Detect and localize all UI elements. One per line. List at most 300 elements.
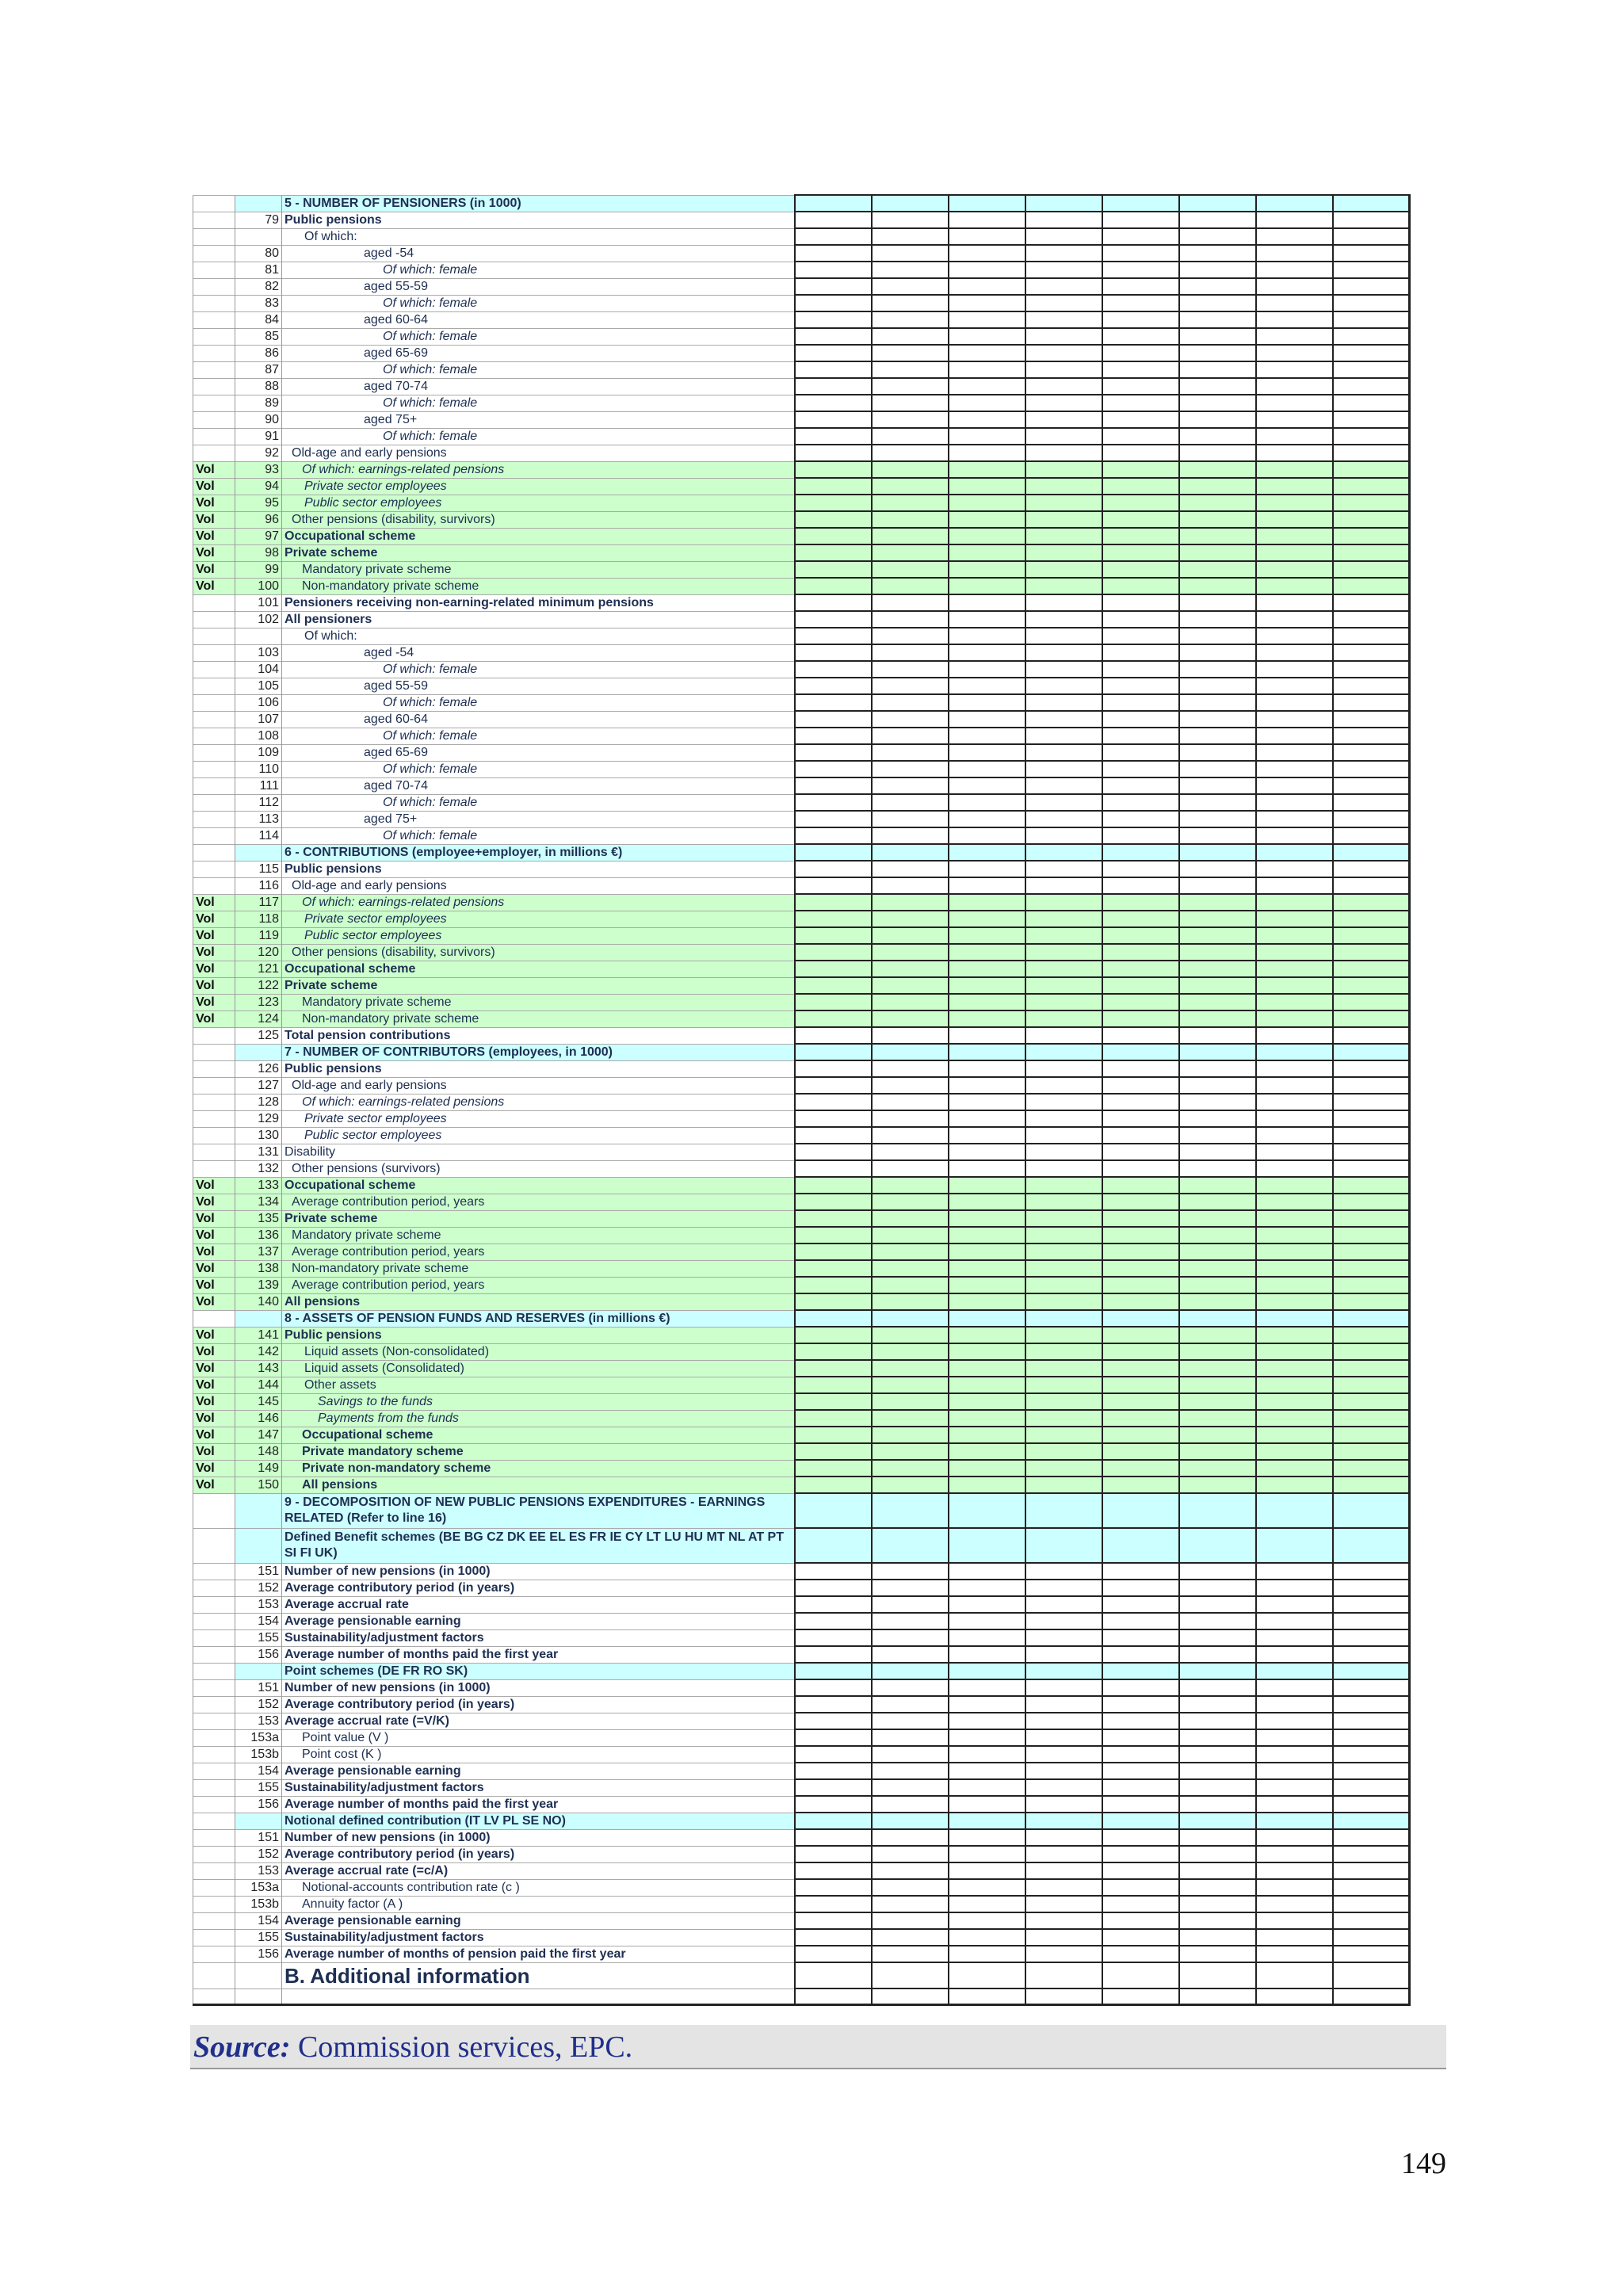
data-cell[interactable]	[872, 1493, 949, 1528]
data-cell[interactable]	[1256, 461, 1333, 478]
data-cell[interactable]	[1025, 445, 1102, 461]
data-cell[interactable]	[1256, 911, 1333, 927]
data-cell[interactable]	[1025, 1260, 1102, 1277]
data-cell[interactable]	[1102, 1443, 1179, 1460]
data-cell[interactable]	[1333, 1912, 1410, 1929]
data-cell[interactable]	[1333, 378, 1410, 395]
data-cell[interactable]	[1102, 611, 1179, 628]
data-cell[interactable]	[949, 561, 1025, 578]
data-cell[interactable]	[795, 927, 872, 944]
data-cell[interactable]	[949, 1946, 1025, 1962]
data-cell[interactable]	[1025, 761, 1102, 777]
data-cell[interactable]	[949, 262, 1025, 278]
data-cell[interactable]	[1102, 1360, 1179, 1377]
data-cell[interactable]	[872, 1293, 949, 1310]
data-cell[interactable]	[1333, 1613, 1410, 1629]
data-cell[interactable]	[1256, 1528, 1333, 1563]
data-cell[interactable]	[1179, 1460, 1256, 1477]
data-cell[interactable]	[795, 262, 872, 278]
data-cell[interactable]	[949, 1343, 1025, 1360]
data-cell[interactable]	[1025, 1663, 1102, 1679]
data-cell[interactable]	[1179, 1044, 1256, 1060]
data-cell[interactable]	[872, 1393, 949, 1410]
data-cell[interactable]	[1333, 1010, 1410, 1027]
data-cell[interactable]	[872, 1094, 949, 1110]
data-cell[interactable]	[795, 977, 872, 994]
data-cell[interactable]	[949, 245, 1025, 262]
data-cell[interactable]	[872, 1629, 949, 1646]
data-cell[interactable]	[1179, 827, 1256, 844]
data-cell[interactable]	[1179, 1613, 1256, 1629]
data-cell[interactable]	[1025, 1679, 1102, 1696]
data-cell[interactable]	[949, 528, 1025, 544]
data-cell[interactable]	[872, 1360, 949, 1377]
data-cell[interactable]	[1179, 678, 1256, 694]
data-cell[interactable]	[795, 1377, 872, 1393]
data-cell[interactable]	[1102, 295, 1179, 311]
data-cell[interactable]	[795, 1696, 872, 1713]
data-cell[interactable]	[1256, 1443, 1333, 1460]
data-cell[interactable]	[1025, 1443, 1102, 1460]
data-cell[interactable]	[795, 561, 872, 578]
data-cell[interactable]	[795, 1896, 872, 1912]
data-cell[interactable]	[1333, 1646, 1410, 1663]
data-cell[interactable]	[872, 1343, 949, 1360]
data-cell[interactable]	[872, 1696, 949, 1713]
data-cell[interactable]	[795, 544, 872, 561]
data-cell[interactable]	[1025, 661, 1102, 678]
data-cell[interactable]	[1256, 861, 1333, 877]
data-cell[interactable]	[1333, 1696, 1410, 1713]
data-cell[interactable]	[949, 411, 1025, 428]
data-cell[interactable]	[1333, 278, 1410, 295]
data-cell[interactable]	[1333, 1713, 1410, 1729]
data-cell[interactable]	[949, 361, 1025, 378]
data-cell[interactable]	[1333, 611, 1410, 628]
data-cell[interactable]	[1256, 195, 1333, 212]
data-cell[interactable]	[872, 1310, 949, 1327]
data-cell[interactable]	[1025, 1293, 1102, 1310]
data-cell[interactable]	[795, 478, 872, 495]
data-cell[interactable]	[1102, 1796, 1179, 1813]
data-cell[interactable]	[1102, 411, 1179, 428]
data-cell[interactable]	[1102, 544, 1179, 561]
data-cell[interactable]	[1102, 1460, 1179, 1477]
data-cell[interactable]	[872, 877, 949, 894]
data-cell[interactable]	[1102, 278, 1179, 295]
data-cell[interactable]	[1256, 1360, 1333, 1377]
data-cell[interactable]	[1102, 711, 1179, 728]
data-cell[interactable]	[1102, 361, 1179, 378]
data-cell[interactable]	[795, 1563, 872, 1580]
data-cell[interactable]	[795, 1293, 872, 1310]
data-cell[interactable]	[872, 694, 949, 711]
data-cell[interactable]	[1256, 1862, 1333, 1879]
data-cell[interactable]	[1025, 678, 1102, 694]
data-cell[interactable]	[1333, 395, 1410, 411]
data-cell[interactable]	[1256, 1580, 1333, 1596]
data-cell[interactable]	[949, 1813, 1025, 1829]
data-cell[interactable]	[1333, 1443, 1410, 1460]
data-cell[interactable]	[1179, 1377, 1256, 1393]
data-cell[interactable]	[1333, 761, 1410, 777]
data-cell[interactable]	[949, 228, 1025, 245]
data-cell[interactable]	[1333, 1829, 1410, 1846]
data-cell[interactable]	[795, 1528, 872, 1563]
data-cell[interactable]	[1179, 1343, 1256, 1360]
data-cell[interactable]	[1179, 1293, 1256, 1310]
data-cell[interactable]	[1102, 345, 1179, 361]
data-cell[interactable]	[1025, 1580, 1102, 1596]
data-cell[interactable]	[1179, 1427, 1256, 1443]
data-cell[interactable]	[1179, 777, 1256, 794]
data-cell[interactable]	[1025, 1813, 1102, 1829]
data-cell[interactable]	[1333, 544, 1410, 561]
data-cell[interactable]	[1025, 295, 1102, 311]
data-cell[interactable]	[949, 1460, 1025, 1477]
data-cell[interactable]	[1256, 278, 1333, 295]
data-cell[interactable]	[1025, 212, 1102, 228]
data-cell[interactable]	[1256, 794, 1333, 811]
data-cell[interactable]	[1025, 1696, 1102, 1713]
data-cell[interactable]	[1333, 961, 1410, 977]
data-cell[interactable]	[1333, 311, 1410, 328]
data-cell[interactable]	[949, 345, 1025, 361]
data-cell[interactable]	[1256, 1027, 1333, 1044]
data-cell[interactable]	[1102, 1746, 1179, 1763]
data-cell[interactable]	[949, 278, 1025, 295]
data-cell[interactable]	[1102, 728, 1179, 744]
data-cell[interactable]	[872, 1813, 949, 1829]
data-cell[interactable]	[949, 1144, 1025, 1160]
data-cell[interactable]	[1333, 1596, 1410, 1613]
data-cell[interactable]	[1256, 1613, 1333, 1629]
data-cell[interactable]	[1256, 1160, 1333, 1177]
data-cell[interactable]	[1256, 1679, 1333, 1696]
data-cell[interactable]	[949, 1629, 1025, 1646]
data-cell[interactable]	[1333, 345, 1410, 361]
data-cell[interactable]	[949, 1360, 1025, 1377]
data-cell[interactable]	[949, 1077, 1025, 1094]
data-cell[interactable]	[1256, 777, 1333, 794]
data-cell[interactable]	[1333, 1796, 1410, 1813]
data-cell[interactable]	[1179, 1813, 1256, 1829]
data-cell[interactable]	[795, 944, 872, 961]
data-cell[interactable]	[1179, 1696, 1256, 1713]
data-cell[interactable]	[1102, 1896, 1179, 1912]
data-cell[interactable]	[1256, 212, 1333, 228]
data-cell[interactable]	[872, 1528, 949, 1563]
data-cell[interactable]	[872, 1563, 949, 1580]
data-cell[interactable]	[949, 1528, 1025, 1563]
data-cell[interactable]	[1333, 628, 1410, 644]
data-cell[interactable]	[795, 1646, 872, 1663]
data-cell[interactable]	[872, 1713, 949, 1729]
data-cell[interactable]	[1256, 1829, 1333, 1846]
data-cell[interactable]	[1025, 1327, 1102, 1343]
data-cell[interactable]	[872, 811, 949, 827]
data-cell[interactable]	[1333, 1729, 1410, 1746]
data-cell[interactable]	[1179, 478, 1256, 495]
data-cell[interactable]	[1179, 1077, 1256, 1094]
data-cell[interactable]	[1102, 1077, 1179, 1094]
data-cell[interactable]	[1179, 1779, 1256, 1796]
data-cell[interactable]	[872, 1477, 949, 1493]
data-cell[interactable]	[872, 361, 949, 378]
data-cell[interactable]	[795, 678, 872, 694]
data-cell[interactable]	[949, 694, 1025, 711]
data-cell[interactable]	[1256, 428, 1333, 445]
data-cell[interactable]	[1102, 1613, 1179, 1629]
data-cell[interactable]	[1256, 1746, 1333, 1763]
data-cell[interactable]	[872, 1044, 949, 1060]
data-cell[interactable]	[1333, 678, 1410, 694]
data-cell[interactable]	[872, 1077, 949, 1094]
data-cell[interactable]	[1102, 1343, 1179, 1360]
data-cell[interactable]	[795, 195, 872, 212]
data-cell[interactable]	[795, 1477, 872, 1493]
data-cell[interactable]	[795, 1929, 872, 1946]
data-cell[interactable]	[1102, 1127, 1179, 1144]
data-cell[interactable]	[1333, 694, 1410, 711]
data-cell[interactable]	[1256, 961, 1333, 977]
data-cell[interactable]	[1025, 311, 1102, 328]
data-cell[interactable]	[1025, 861, 1102, 877]
data-cell[interactable]	[795, 961, 872, 977]
data-cell[interactable]	[1333, 1493, 1410, 1528]
data-cell[interactable]	[1179, 1580, 1256, 1596]
data-cell[interactable]	[795, 1327, 872, 1343]
data-cell[interactable]	[949, 1713, 1025, 1729]
data-cell[interactable]	[949, 1027, 1025, 1044]
data-cell[interactable]	[1333, 1060, 1410, 1077]
data-cell[interactable]	[949, 728, 1025, 744]
data-cell[interactable]	[1333, 1310, 1410, 1327]
data-cell[interactable]	[1256, 628, 1333, 644]
data-cell[interactable]	[795, 495, 872, 511]
data-cell[interactable]	[872, 1896, 949, 1912]
data-cell[interactable]	[1102, 378, 1179, 395]
data-cell[interactable]	[1179, 961, 1256, 977]
data-cell[interactable]	[872, 827, 949, 844]
data-cell[interactable]	[1333, 1410, 1410, 1427]
data-cell[interactable]	[1025, 794, 1102, 811]
data-cell[interactable]	[795, 361, 872, 378]
data-cell[interactable]	[949, 1729, 1025, 1746]
data-cell[interactable]	[872, 495, 949, 511]
data-cell[interactable]	[1333, 1393, 1410, 1410]
data-cell[interactable]	[1333, 644, 1410, 661]
data-cell[interactable]	[1256, 495, 1333, 511]
data-cell[interactable]	[1179, 1912, 1256, 1929]
data-cell[interactable]	[1256, 1646, 1333, 1663]
data-cell[interactable]	[1256, 1260, 1333, 1277]
data-cell[interactable]	[1333, 594, 1410, 611]
data-cell[interactable]	[795, 777, 872, 794]
data-cell[interactable]	[1025, 1360, 1102, 1377]
data-cell[interactable]	[1102, 927, 1179, 944]
data-cell[interactable]	[795, 1077, 872, 1094]
data-cell[interactable]	[1179, 877, 1256, 894]
data-cell[interactable]	[1256, 661, 1333, 678]
data-cell[interactable]	[1333, 1227, 1410, 1244]
data-cell[interactable]	[872, 1127, 949, 1144]
data-cell[interactable]	[1256, 1946, 1333, 1962]
data-cell[interactable]	[1025, 1027, 1102, 1044]
data-cell[interactable]	[949, 1060, 1025, 1077]
data-cell[interactable]	[1102, 894, 1179, 911]
data-cell[interactable]	[1179, 894, 1256, 911]
data-cell[interactable]	[795, 761, 872, 777]
data-cell[interactable]	[1025, 844, 1102, 861]
data-cell[interactable]	[1102, 1846, 1179, 1862]
data-cell[interactable]	[1256, 594, 1333, 611]
data-cell[interactable]	[1025, 1962, 1102, 1988]
data-cell[interactable]	[949, 1862, 1025, 1879]
data-cell[interactable]	[949, 1210, 1025, 1227]
data-cell[interactable]	[872, 1912, 949, 1929]
data-cell[interactable]	[1256, 1060, 1333, 1077]
data-cell[interactable]	[949, 195, 1025, 212]
data-cell[interactable]	[872, 1829, 949, 1846]
data-cell[interactable]	[1256, 1813, 1333, 1829]
data-cell[interactable]	[1333, 1929, 1410, 1946]
data-cell[interactable]	[1179, 428, 1256, 445]
data-cell[interactable]	[872, 1988, 949, 2004]
data-cell[interactable]	[1179, 345, 1256, 361]
data-cell[interactable]	[1025, 1713, 1102, 1729]
data-cell[interactable]	[1025, 1629, 1102, 1646]
data-cell[interactable]	[1179, 311, 1256, 328]
data-cell[interactable]	[1179, 561, 1256, 578]
data-cell[interactable]	[1179, 511, 1256, 528]
data-cell[interactable]	[949, 711, 1025, 728]
data-cell[interactable]	[872, 1027, 949, 1044]
data-cell[interactable]	[1102, 827, 1179, 844]
data-cell[interactable]	[1333, 1988, 1410, 2004]
data-cell[interactable]	[949, 1127, 1025, 1144]
data-cell[interactable]	[1256, 811, 1333, 827]
data-cell[interactable]	[1333, 661, 1410, 678]
data-cell[interactable]	[1179, 1528, 1256, 1563]
data-cell[interactable]	[1025, 1410, 1102, 1427]
data-cell[interactable]	[1256, 894, 1333, 911]
data-cell[interactable]	[1025, 345, 1102, 361]
data-cell[interactable]	[949, 744, 1025, 761]
data-cell[interactable]	[1256, 977, 1333, 994]
data-cell[interactable]	[1025, 961, 1102, 977]
data-cell[interactable]	[1102, 1027, 1179, 1044]
data-cell[interactable]	[872, 1177, 949, 1194]
data-cell[interactable]	[1256, 1127, 1333, 1144]
data-cell[interactable]	[949, 1427, 1025, 1443]
data-cell[interactable]	[949, 911, 1025, 927]
data-cell[interactable]	[872, 345, 949, 361]
data-cell[interactable]	[1025, 1829, 1102, 1846]
data-cell[interactable]	[1333, 1528, 1410, 1563]
data-cell[interactable]	[1179, 328, 1256, 345]
data-cell[interactable]	[795, 295, 872, 311]
data-cell[interactable]	[949, 1929, 1025, 1946]
data-cell[interactable]	[795, 578, 872, 594]
data-cell[interactable]	[795, 428, 872, 445]
data-cell[interactable]	[1179, 1244, 1256, 1260]
data-cell[interactable]	[872, 578, 949, 594]
data-cell[interactable]	[949, 1477, 1025, 1493]
data-cell[interactable]	[1179, 1443, 1256, 1460]
data-cell[interactable]	[949, 511, 1025, 528]
data-cell[interactable]	[949, 678, 1025, 694]
data-cell[interactable]	[1025, 1796, 1102, 1813]
data-cell[interactable]	[949, 777, 1025, 794]
data-cell[interactable]	[949, 311, 1025, 328]
data-cell[interactable]	[1179, 1896, 1256, 1912]
data-cell[interactable]	[1025, 544, 1102, 561]
data-cell[interactable]	[1025, 1946, 1102, 1962]
data-cell[interactable]	[872, 1244, 949, 1260]
data-cell[interactable]	[1102, 811, 1179, 827]
data-cell[interactable]	[795, 378, 872, 395]
data-cell[interactable]	[795, 461, 872, 478]
data-cell[interactable]	[949, 844, 1025, 861]
data-cell[interactable]	[1102, 678, 1179, 694]
data-cell[interactable]	[872, 1377, 949, 1393]
data-cell[interactable]	[1333, 195, 1410, 212]
data-cell[interactable]	[872, 311, 949, 328]
data-cell[interactable]	[1179, 1679, 1256, 1696]
data-cell[interactable]	[1333, 361, 1410, 378]
data-cell[interactable]	[949, 461, 1025, 478]
data-cell[interactable]	[1102, 561, 1179, 578]
data-cell[interactable]	[949, 1244, 1025, 1260]
data-cell[interactable]	[1102, 195, 1179, 212]
data-cell[interactable]	[1333, 994, 1410, 1010]
data-cell[interactable]	[1025, 728, 1102, 744]
data-cell[interactable]	[1256, 728, 1333, 744]
data-cell[interactable]	[1179, 1177, 1256, 1194]
data-cell[interactable]	[1025, 877, 1102, 894]
data-cell[interactable]	[1025, 1227, 1102, 1244]
data-cell[interactable]	[795, 528, 872, 544]
data-cell[interactable]	[795, 1779, 872, 1796]
data-cell[interactable]	[1025, 1194, 1102, 1210]
data-cell[interactable]	[872, 1962, 949, 1988]
data-cell[interactable]	[1333, 927, 1410, 944]
data-cell[interactable]	[1102, 1427, 1179, 1443]
data-cell[interactable]	[1179, 1227, 1256, 1244]
data-cell[interactable]	[1256, 611, 1333, 628]
data-cell[interactable]	[1333, 1210, 1410, 1227]
data-cell[interactable]	[1102, 744, 1179, 761]
data-cell[interactable]	[1333, 1160, 1410, 1177]
data-cell[interactable]	[872, 1679, 949, 1696]
data-cell[interactable]	[1256, 1227, 1333, 1244]
data-cell[interactable]	[1179, 578, 1256, 594]
data-cell[interactable]	[795, 1127, 872, 1144]
data-cell[interactable]	[1025, 528, 1102, 544]
data-cell[interactable]	[795, 1813, 872, 1829]
data-cell[interactable]	[1333, 511, 1410, 528]
data-cell[interactable]	[1256, 761, 1333, 777]
data-cell[interactable]	[872, 844, 949, 861]
data-cell[interactable]	[1102, 1210, 1179, 1227]
data-cell[interactable]	[1025, 1862, 1102, 1879]
data-cell[interactable]	[1333, 1327, 1410, 1343]
data-cell[interactable]	[872, 678, 949, 694]
data-cell[interactable]	[872, 1746, 949, 1763]
data-cell[interactable]	[1333, 794, 1410, 811]
data-cell[interactable]	[872, 295, 949, 311]
